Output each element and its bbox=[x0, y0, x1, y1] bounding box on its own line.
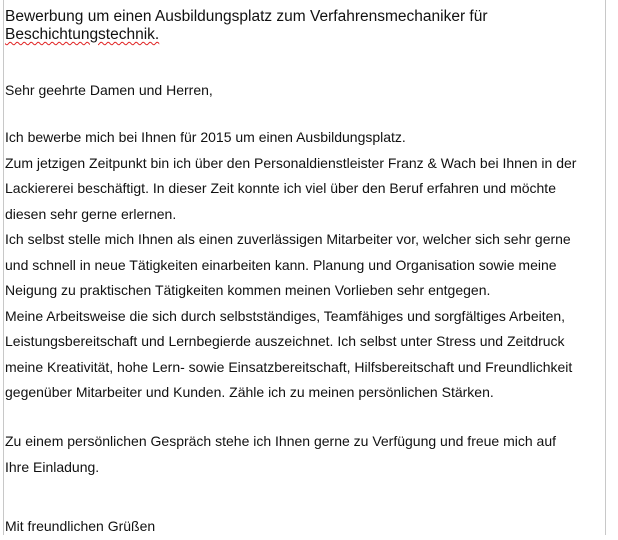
left-margin-guide bbox=[3, 0, 4, 535]
closing-paragraph[interactable] bbox=[5, 429, 605, 480]
body-line: meine Kreativität, hohe Lern- sowie Einsatzbereitschaft, Hilfsbereitschaft und Freundlichkeit bbox=[5, 358, 573, 375]
body-line: Zum jetzigen Zeitpunkt bin ich über den Personaldienstleister Franz & Wach bei Ihnen in der bbox=[5, 154, 577, 171]
closing-line: Ihre Einladung. bbox=[5, 458, 100, 475]
subject-line-2: Beschichtungstechnik. bbox=[5, 26, 160, 43]
salutation: Sehr geehrte Damen und Herren, bbox=[5, 82, 213, 98]
body-line: Ich bewerbe mich bei Ihnen für 2015 um einen Ausbildungsplatz. bbox=[5, 129, 406, 145]
subject-line[interactable] bbox=[5, 8, 605, 44]
body-line: Meine Arbeitsweise die sich durch selbstständiges, Teamfähiges und sorgfältiges Arbeiten, bbox=[5, 307, 566, 324]
signoff: Mit freundlichen Grüßen bbox=[5, 518, 156, 534]
body-line: Ich selbst stelle mich Ihnen als einen zuverlässigen Mitarbeiter vor, welcher sich sehr gerne bbox=[5, 231, 571, 247]
right-margin-guide bbox=[605, 0, 606, 535]
body-line: gegenüber Mitarbeiter und Kunden. Zähle ich zu meinen persönlichen Stärken. bbox=[5, 384, 494, 400]
closing-line: Zu einem persönlichen Gespräch stehe ich Ihnen gerne zu Verfügung und freue mich auf bbox=[5, 433, 557, 449]
subject-line-1: Bewerbung um einen Ausbildungsplatz zum Verfahrensmechaniker für bbox=[5, 8, 488, 25]
body-paragraph[interactable] bbox=[5, 125, 605, 406]
body-line: Neigung zu praktischen Tätigkeiten kommen meinen Vorlieben sehr entgegen. bbox=[5, 282, 491, 298]
body-line: Lackiererei beschäftigt. In dieser Zeit konnte ich viel über den Beruf erfahren und möchte bbox=[5, 180, 556, 196]
body-line: Leistungsbereitschaft und Lernbegierde auszeichnet. Ich selbst unter Stress und Zeitdruck bbox=[5, 333, 565, 349]
body-line: diesen sehr gerne erlernen. bbox=[5, 205, 177, 222]
body-line: und schnell in neue Tätigkeiten einarbeiten kann. Planung und Organisation sowie meine bbox=[5, 256, 557, 273]
